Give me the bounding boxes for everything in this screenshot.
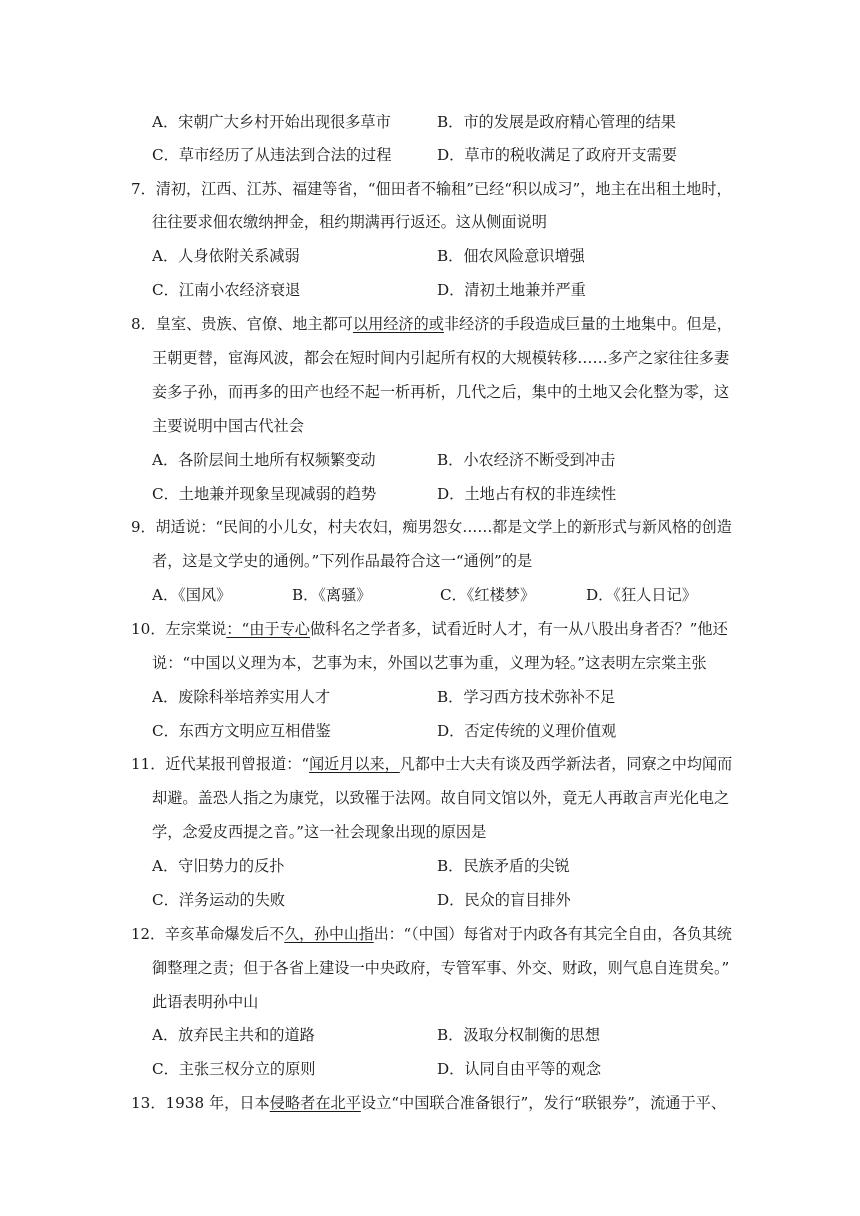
q9-stem-line-2: 者，这是文学史的通例。”下列作品最符合这一“通例”的是	[152, 552, 533, 570]
q8-option-d[interactable]: D．土地占有权的非连续性	[437, 485, 617, 503]
q10-option-b[interactable]: B．学习西方技术弥补不足	[437, 688, 616, 706]
q11-line1-text-rest: 凡都中士大夫有谈及西学新法者，同寮之中均闻而	[399, 755, 733, 773]
q9-option-a[interactable]: A．《国风》	[152, 586, 232, 604]
q7-stem-line-2: 往往要求佃农缴纳押金，租约期满再行返还。这从侧面说明	[152, 213, 547, 231]
q8-option-c[interactable]: C．土地兼并现象呈现减弱的趋势	[152, 485, 377, 503]
q12-option-b[interactable]: B．汲取分权制衡的思想	[437, 1026, 601, 1044]
q9-stem-line-1: 9．胡适说：“民间的小儿女，村夫农妇，痴男怨女……都是文学上的新形式与新风格的创造	[131, 518, 732, 536]
q6-option-d[interactable]: D．草市的税收满足了政府开支需要	[437, 146, 677, 164]
q7-stem-line-1: 7．清初，江西、江苏、福建等省，“佃田者不输租”已经“积以成习”，地主在出租土地时，	[131, 180, 732, 198]
q10-stem-line-1	[131, 619, 728, 639]
q6-option-c[interactable]: C．草市经历了从违法到合法的过程	[152, 146, 392, 164]
q13-line1-text: 13．1938 年，日本	[131, 1094, 270, 1112]
q10-option-c[interactable]: C．东西方文明应互相借鉴	[152, 722, 331, 740]
q10-option-a[interactable]: A．废除科举培养实用人才	[152, 688, 331, 706]
q7-option-d[interactable]: D．清初土地兼并严重	[437, 281, 586, 299]
q7-option-a[interactable]: A．人身依附关系减弱	[152, 247, 300, 265]
q7-option-c[interactable]: C．江南小农经济衰退	[152, 281, 301, 299]
q11-underlined-text: 闻近月以来，	[309, 755, 400, 773]
q12-option-a[interactable]: A．放弃民主共和的道路	[152, 1026, 315, 1044]
q11-stem-line-3: 学，念爱皮西提之音。”这一社会现象出现的原因是	[152, 823, 487, 841]
q8-stem-line-3: 妾多子孙，而再多的田产也经不起一析再析，几代之后，集中的土地又会化整为零，这	[152, 383, 730, 401]
q6-option-a[interactable]: A．宋朝广大乡村开始出现很多草市	[152, 113, 391, 131]
q12-stem-line-3: 此语表明孙中山	[152, 993, 259, 1011]
q11-stem-line-1	[131, 754, 732, 774]
q12-option-d[interactable]: D．认同自由平等的观念	[437, 1060, 602, 1078]
q13-stem-line-1	[131, 1093, 726, 1113]
q8-stem-line-1	[131, 314, 732, 334]
q12-line1-text: 12．辛亥革命爆发后不	[131, 925, 285, 943]
q9-option-c[interactable]: C．《红楼梦》	[440, 586, 536, 604]
q12-stem-line-2: 御整理之责；但于各省上建设一中央政府，专管军事、外交、财政，则气息自连贯矣。”	[152, 959, 730, 977]
q9-option-b[interactable]: B．《离骚》	[292, 586, 372, 604]
q10-line1-text: 10．左宗棠说	[131, 620, 227, 638]
q8-option-b[interactable]: B．小农经济不断受到冲击	[437, 451, 616, 469]
q8-underlined-text: 以用经济的或	[352, 315, 444, 333]
q13-underlined-text: 侵略者在北平	[269, 1094, 361, 1112]
q11-option-d[interactable]: D．民众的盲目排外	[437, 891, 571, 909]
q9-option-d[interactable]: D．《狂人日记》	[586, 586, 697, 604]
q6-option-b[interactable]: B．市的发展是政府精心管理的结果	[437, 113, 676, 131]
q10-stem-line-2: 说：“中国以义理为本，艺事为末，外国以艺事为重，义理为轻。”这表明左宗棠主张	[152, 654, 707, 672]
q12-option-c[interactable]: C．主张三权分立的原则	[152, 1060, 316, 1078]
q12-stem-line-1	[131, 924, 732, 944]
q10-option-d[interactable]: D．否定传统的义理价值观	[437, 722, 617, 740]
q11-option-c[interactable]: C．洋务运动的失败	[152, 891, 286, 909]
q12-line1-text-rest: 出：“（中国）每省对于内政各有其完全自由，各负其统	[373, 925, 732, 943]
q10-line1-text-rest: 做科名之学者多，试看近时人才，有一从八股出身者否？”他还	[309, 620, 728, 638]
q8-option-a[interactable]: A．各阶层间土地所有权频繁变动	[152, 451, 376, 469]
q11-option-b[interactable]: B．民族矛盾的尖锐	[437, 857, 570, 875]
q11-line1-text: 11．近代某报刊曾报道：“	[131, 755, 310, 773]
q8-line1-text-rest: 非经济的手段造成巨量的土地集中。但是，	[443, 315, 732, 333]
q10-underlined-text: ：“由于专心	[226, 620, 310, 638]
q8-stem-line-4: 主要说明中国古代社会	[152, 417, 304, 435]
q11-stem-line-2: 却避。盖恐人指之为康党，以致罹于法网。故自同文馆以外，竟无人再敢言声光化电之	[152, 789, 730, 807]
q13-line1-text-rest: 设立“中国联合准备银行”，发行“联银券”，流通于平、	[360, 1094, 727, 1112]
q8-stem-line-2: 王朝更替，宦海风波，都会在短时间内引起所有权的大规模转移……多产之家往往多妻	[152, 349, 730, 367]
q8-line1-text: 8．皇室、贵族、官僚、地主都可	[131, 315, 353, 333]
q12-underlined-text: 久，孙中山指	[284, 925, 374, 943]
q7-option-b[interactable]: B．佃农风险意识增强	[437, 247, 585, 265]
q11-option-a[interactable]: A．守旧势力的反扑	[152, 857, 285, 875]
